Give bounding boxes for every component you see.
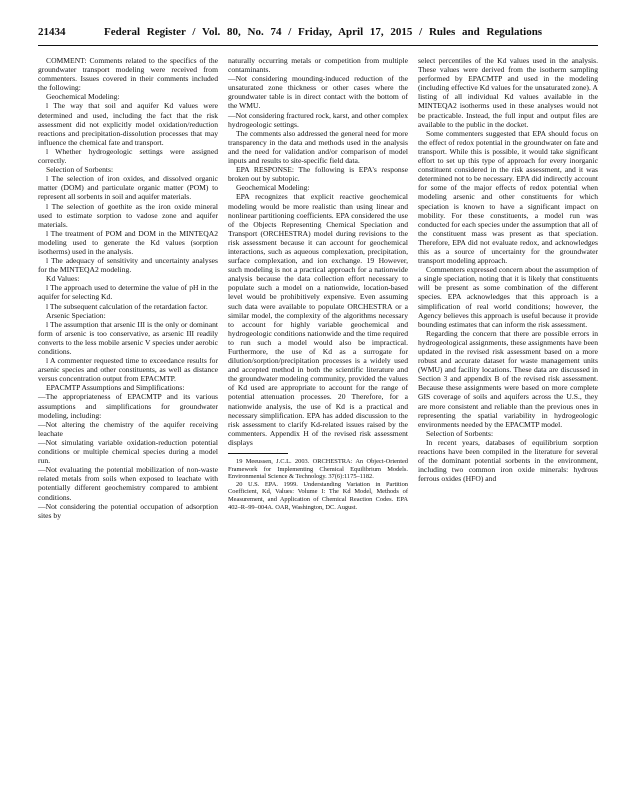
dash-item: —Not considering the potential occupation of adsorption sites by [38, 501, 218, 520]
footnote: 19 Meeussen, J.C.L. 2003. ORCHESTRA: An Object-Oriented Framework for Implementing Chemical Equilibrium Models. Environmental Science & Technology. 37(6):1175–1182. [228, 458, 408, 481]
bullet-item: l Whether hydrogeologic settings were assigned correctly. [38, 146, 218, 166]
paragraph: Some commenters suggested that EPA should focus on the effect of redox potential in the groundwater on fate and transport. While this is possible, it would take significant effort to set up this type of approach for every inorganic constituent considered in the risk assessment, and it was determined not to be necessary. EPA did indirectly account for some of the major effects of redox potential when modeling arsenic and other constituents for which speciation is known to have a significant impact on mobility. For these constituents, a model run was conducted for each species under the assumption that all of the constituent mass was present as that speciation. Therefore, EPA did not evaluate redox, and acknowledges this as a source of uncertainty for the groundwater transport modeling approach. [418, 128, 598, 266]
dash-item: —Not considering fractured rock, karst, and other complex hydrogeologic settings. [228, 110, 408, 129]
bullet-item: l The assumption that arsenic III is the only or dominant form of arsenic is too conservative, as arsenic III readily converts to the less mobile arsenic V species under aerobic conditions. [38, 319, 218, 356]
paragraph: COMMENT: Comments related to the specifics of the groundwater transport modeling were received from commenters. Issues covered in their comments included the following: [38, 56, 218, 93]
paragraph: In recent years, databases of equilibrium sorption reactions have been compiled in the literature for several of the dominant potential sorbents in the environment, including two common iron oxide minerals: hydrous ferrous oxides (HFO) and [418, 437, 598, 484]
publication-line: Federal Register / Vol. 80, No. 74 / Friday, April 17, 2015 / Rules and Regulations [104, 26, 543, 38]
bullet-item: l The adequacy of sensitivity and uncertainty analyses for the MINTEQA2 modeling. [38, 256, 218, 275]
subheading: Arsenic Speciation: [46, 310, 106, 320]
bullet-item: l The subsequent calculation of the retardation factor. [46, 301, 208, 311]
header-rule [38, 45, 598, 46]
paragraph: select percentiles of the Kd values used in the analysis. These values were derived from the isotherm sampling performed by EPACMTP and used in the modeling (including effective Kd values for the unsaturated zone). A listing of all individual Kd values available in the MINTEQA2 isotherms used in these analyses would not be practicable. Instead, the full input and output files are available to the public in the docket. [418, 56, 598, 129]
paragraph: EPA RESPONSE: The following is EPA's response broken out by subtopic. [228, 165, 408, 184]
bullet-item: l The treatment of POM and DOM in the MINTEQA2 modeling used to generate the Kd values (sorption isotherms) used in the analysis. [38, 228, 218, 256]
paragraph: The comments also addressed the general need for more transparency in the data and methods used in the analysis and the need for validation and/or comparison of model inputs and results to site-specific field data. [228, 128, 408, 166]
paragraph: Regarding the concern that there are possible errors in hydrogeological assignments, these assignments have been updated in the revised risk assessment based on a more robust and accurate dataset for waste management units (WMU) and facility locations. These data are discussed in Section 3 and appendix B of the revised risk assessment. Because these assignments were based on more complete GIS coverage of soils and aquifers across the U.S., they are more consistent and reliable than the previous ones in representing the spatial variability in hydrogeologic environments needed by the EPACMTP model. [418, 328, 598, 429]
footnote: 20 U.S. EPA. 1999. Understanding Variation in Partition Coefficient, Kd, Values: Volume I: The Kd Model, Methods of Measurement, and Application of Chemical Reaction Codes. EPA 402–R–99–004A. OAR, Washington, DC. August. [228, 480, 408, 511]
dash-item: —Not simulating variable oxidation-reduction potential conditions or multiple chemical species during a model run. [38, 437, 218, 466]
dash-item: —Not considering mounding-induced reduction of the unsaturated zone thickness or other cases where the groundwater table is in direct contact with the bottom of the WMU. [228, 74, 408, 111]
bullet-item: l A commenter requested time to exceedance results for arsenic species and other constituents, as well as distance versus concentration output from EPACMTP. [38, 356, 218, 384]
bullet-item: l The selection of iron oxides, and dissolved organic matter (DOM) and particulate organic matter (POM) to represent all sorbents in soil and aquifer materials. [38, 174, 218, 202]
subheading: EPACMTP Assumptions and Simplifications: [46, 383, 185, 393]
column-1 [38, 56, 218, 520]
subheading: Kd Values: [46, 274, 80, 284]
bullet-item: l The selection of goethite as the iron oxide mineral used to estimate sorption to vadose zone and aquifer materials. [38, 201, 218, 229]
subheading: Selection of Sorbents: [46, 165, 114, 175]
subheading: Geochemical Modeling: [236, 183, 310, 193]
bullet-item: l The approach used to determine the value of pH in the aquifer for selecting Kd. [38, 283, 218, 302]
bullet-item: l The way that soil and aquifer Kd values were determined and used, including the fact that the risk assessment did not explicitly model oxidation/reduction reactions and precipitation-dissolution processes that may influence the chemical fate and transport. [38, 101, 218, 147]
page-header [38, 26, 598, 44]
dash-item: —The appropriateness of EPACMTP and its various assumptions and simplifications for groundwater modeling, including: [38, 392, 218, 420]
column-3 [418, 56, 598, 483]
subheading: Selection of Sorbents: [426, 428, 494, 438]
dash-item: —Not altering the chemistry of the aquifer receiving leachate [38, 419, 218, 438]
paragraph: Commenters expressed concern about the assumption of a single speciation, noting that it is likely that constituents will be present as some combination of the different species. EPA acknowledges that this approach is a simplification of real world conditions; however, the Agency believes this approach is useful because it provide bounding estimates that can inform the risk assessment. [418, 265, 598, 329]
dash-item: —Not evaluating the potential mobilization of non-waste related metals from soils when exposed to leachate with potentially different geochemistry compared to ambient conditions. [38, 465, 218, 502]
column-2 [228, 56, 408, 511]
subheading: Geochemical Modeling: [46, 92, 120, 102]
paragraph: EPA recognizes that explicit reactive geochemical modeling would be more realistic than using linear and nonlinear partitioning coefficients. EPA considered the use of the Objects Representing Chemical Speciation and Transport (ORCHESTRA) model during revisions to the risk assessment because it can account for geochemical interactions, such as aqueous complexation, precipitation, surface complexation, and ion exchange. 19 However, such modeling is not a practical approach for a nationwide analysis because the data collection effort necessary to populate such a model on a nationwide, location-based level would be prohibitively expensive. Even assuming such data were available to populate ORCHESTRA or a similar model, the complexity of the algorithms necessary to account for highly variable geochemical and hydrogeologic conditions nationwide and the time required to run such a model would also be impractical. Furthermore, the use of Kd as a surrogate for dilution/sorption/precipitation processes is a widely used and accepted method in both the scientific literature and the groundwater modeling community, provided the values of Kd used are appropriate to account for the range of potential attenuation processes. 20 Therefore, for a nationwide analysis, the use of Kd is a practical and necessary simplification. EPA has added discussion to the risk assessment to clarify Kd-related issues raised by the commenters. Appendix H of the revised risk assessment displays [228, 192, 408, 447]
paragraph: naturally occurring metals or competition from multiple contaminants. [228, 56, 408, 75]
footnote-rule [228, 453, 288, 454]
page-number: 21434 [38, 26, 66, 38]
